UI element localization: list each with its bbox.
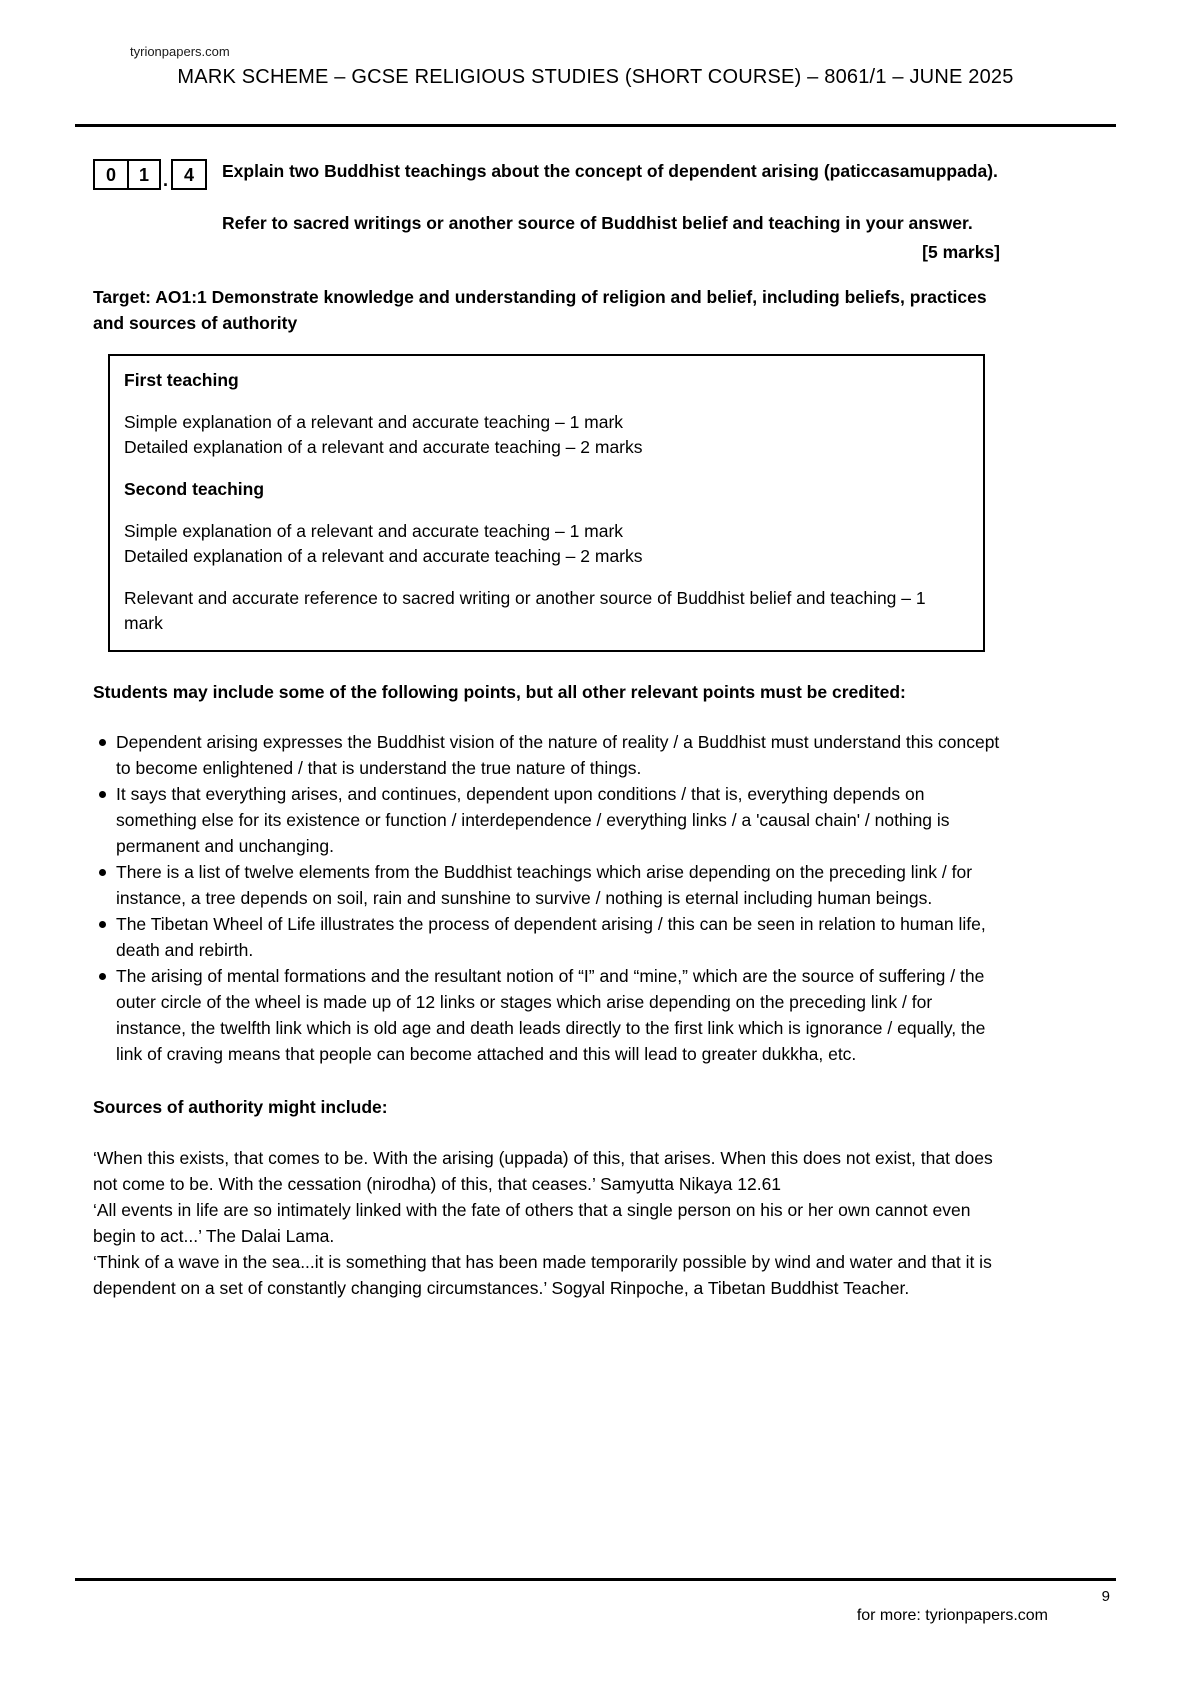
first-teaching-line: Detailed explanation of a relevant and accurate teaching – 2 marks bbox=[124, 437, 643, 457]
point-item: The Tibetan Wheel of Life illustrates the process of dependent arising / this can be seen in relation to human life, death and rebirth. bbox=[93, 911, 1000, 963]
question-text-line2: Refer to sacred writings or another source of Buddhist belief and teaching in your answer. bbox=[222, 213, 973, 233]
point-item: The arising of mental formations and the resultant notion of “I” and “mine,” which are the source of suffering / the outer circle of the wheel is made up of 12 links or stages which arise depending on the preceding link / for instance, the twelfth link which is old age and death leads directly to the first link which is ignorance / equally, the link of craving means that people can become attached and this will lead to greater dukkha, etc. bbox=[93, 963, 1000, 1067]
question-block bbox=[93, 158, 1000, 265]
source-quote: ‘When this exists, that comes to be. With the arising (uppada) of this, that arises. When this does not exist, that does not come to be. With the cessation (nirodha) of this, that ceases.’ Samyutta Nikaya 12.61 bbox=[93, 1148, 993, 1194]
mark-scheme-box bbox=[108, 354, 985, 652]
question-marks: [5 marks] bbox=[922, 242, 1000, 262]
question-part-box bbox=[171, 159, 207, 190]
source-quote: ‘Think of a wave in the sea...it is something that has been made temporarily possible by wind and water and that it is dependent on a set of constantly changing circumstances.’ Sogyal Rinpoche, a Tibetan Buddhist Teacher. bbox=[93, 1252, 992, 1298]
target-statement: Target: AO1:1 Demonstrate knowledge and understanding of religion and belief, including beliefs, practices and sources of authority bbox=[93, 287, 987, 333]
second-teaching-line: Detailed explanation of a relevant and accurate teaching – 2 marks bbox=[124, 546, 643, 566]
question-text-line1: Explain two Buddhist teachings about the concept of dependent arising (paticcasamuppada). bbox=[222, 161, 998, 181]
page-content bbox=[93, 158, 1000, 1301]
sources-quotes bbox=[93, 1145, 1000, 1301]
question-digit-2: 1 bbox=[127, 161, 159, 188]
students-intro: Students may include some of the following points, but all other relevant points must be credited: bbox=[93, 682, 906, 702]
question-number bbox=[93, 158, 222, 193]
page-number: 9 bbox=[1101, 1588, 1110, 1605]
point-item: Dependent arising expresses the Buddhist vision of the nature of reality / a Buddhist must understand this concept to become enlightened / that is understand the true nature of things. bbox=[93, 729, 1000, 781]
footer-rule bbox=[75, 1578, 1116, 1581]
first-teaching-line: Simple explanation of a relevant and accurate teaching – 1 mark bbox=[124, 412, 624, 432]
question-number-box bbox=[93, 159, 161, 190]
site-watermark: tyrionpapers.com bbox=[130, 44, 230, 59]
reference-line: Relevant and accurate reference to sacred writing or another source of Buddhist belief and teaching – 1 mark bbox=[124, 588, 926, 633]
first-teaching-heading: First teaching bbox=[124, 370, 239, 390]
point-item: It says that everything arises, and continues, dependent upon conditions / that is, everything depends on something else for its existence or function / interdependence / everything links / a 'causal chain' / nothing is permanent and unchanging. bbox=[93, 781, 1000, 859]
document-title: MARK SCHEME – GCSE RELIGIOUS STUDIES (SHORT COURSE) – 8061/1 – JUNE 2025 bbox=[177, 66, 1014, 88]
question-part-digit: 4 bbox=[184, 164, 195, 185]
second-teaching-heading: Second teaching bbox=[124, 479, 265, 499]
question-digit-1: 0 bbox=[105, 164, 116, 185]
question-text bbox=[222, 158, 1000, 265]
source-quote: ‘All events in life are so intimately linked with the fate of others that a single person on his or her own cannot even begin to act...’ The Dalai Lama. bbox=[93, 1200, 971, 1246]
sources-heading: Sources of authority might include: bbox=[93, 1097, 388, 1117]
second-teaching-line: Simple explanation of a relevant and accurate teaching – 1 mark bbox=[124, 521, 624, 541]
header-rule bbox=[75, 124, 1116, 127]
question-number-dot: . bbox=[163, 170, 169, 190]
point-item: There is a list of twelve elements from the Buddhist teachings which arise depending on the preceding link / for instance, a tree depends on soil, rain and sunshine to survive / nothing is eternal including human beings. bbox=[93, 859, 1000, 911]
points-list bbox=[93, 729, 1000, 1067]
footer-watermark: for more: tyrionpapers.com bbox=[856, 1607, 1048, 1624]
